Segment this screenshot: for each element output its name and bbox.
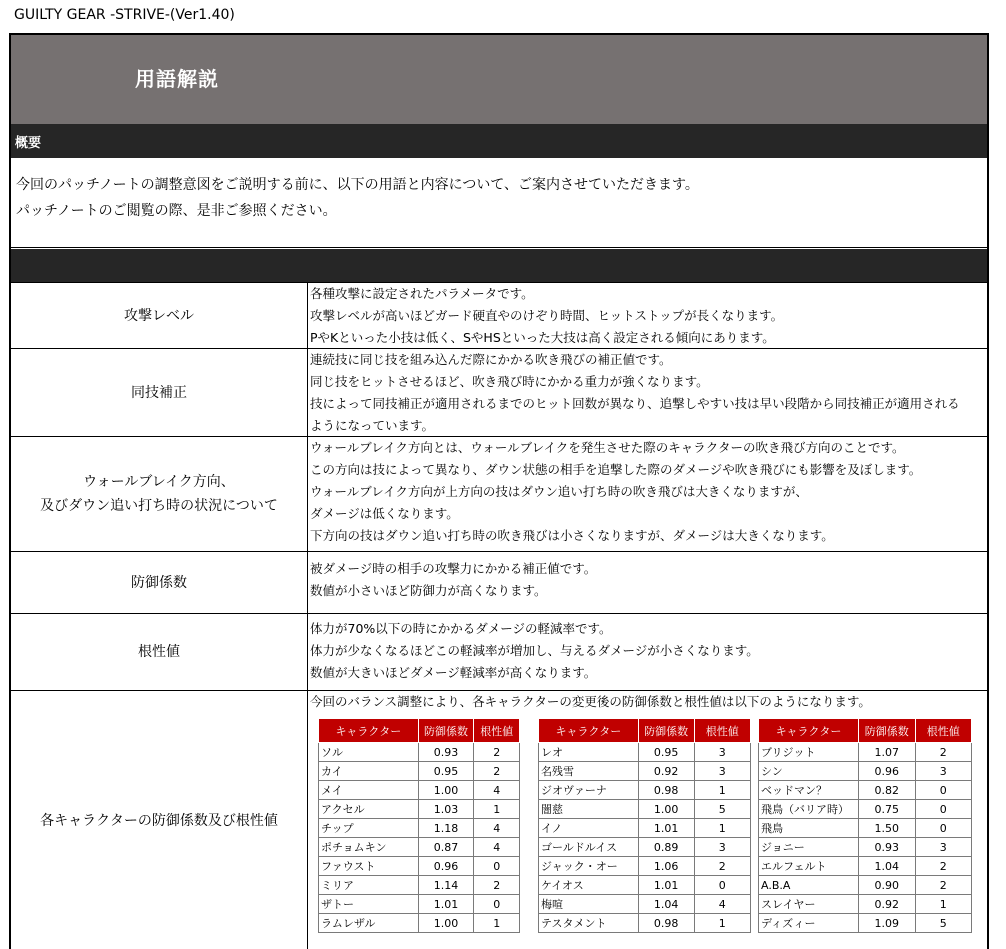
term-description: ウォールブレイク方向とは、ウォールブレイクを発生させた際のキャラクターの吹き飛び方向のことです。 この方向は技によって異なり、ダウン状態の相手を追撃した際のダメージや吹き飛びにも影響を及ぼします。 ウォールブレイク方向が上方向の技はダウン追い打ち時の吹き飛びは大きくなりますが、 ダメージは低くなります。 下方向の技はダウン追い打ち時の吹き飛びは小さくなりますが、ダメージは大きくなります。 <box>310 440 922 543</box>
character-name: シン <box>759 762 859 781</box>
table-row <box>759 838 972 857</box>
guts-value: 0 <box>474 895 520 914</box>
table-row <box>539 876 751 895</box>
table-row <box>319 914 520 933</box>
character-name: ディズィー <box>759 914 859 933</box>
column-header: 根性値 <box>694 719 751 743</box>
character-table-header <box>759 719 972 743</box>
overview-body <box>11 158 987 248</box>
banner <box>11 35 987 124</box>
term-label: 攻撃レベル <box>11 283 308 348</box>
term-label: 根性値 <box>11 614 308 690</box>
guts-value: 4 <box>474 781 520 800</box>
table-row <box>539 914 751 933</box>
defense-value: 0.92 <box>638 762 694 781</box>
table-row <box>319 743 520 762</box>
character-name: ザトー <box>319 895 419 914</box>
guts-value: 2 <box>915 743 971 762</box>
guts-value: 0 <box>694 876 751 895</box>
defense-value: 1.01 <box>638 819 694 838</box>
defense-value: 1.18 <box>418 819 474 838</box>
defense-value: 1.06 <box>638 857 694 876</box>
guts-value: 2 <box>694 857 751 876</box>
column-header: 根性値 <box>474 719 520 743</box>
character-table-2 <box>538 718 751 933</box>
guts-value: 1 <box>474 800 520 819</box>
character-name: ベッドマン？ <box>759 781 859 800</box>
defense-value: 1.09 <box>858 914 915 933</box>
column-header: 根性値 <box>915 719 971 743</box>
character-table-header <box>539 719 751 743</box>
defense-value: 1.00 <box>418 781 474 800</box>
guts-value: 1 <box>915 895 971 914</box>
table-row <box>319 800 520 819</box>
guts-value: 4 <box>474 819 520 838</box>
column-header: キャラクター <box>319 719 419 743</box>
table-row <box>319 857 520 876</box>
guts-value: 1 <box>694 781 751 800</box>
defense-value: 0.90 <box>858 876 915 895</box>
defense-value: 1.50 <box>858 819 915 838</box>
character-name: ポチョムキン <box>319 838 419 857</box>
overview-line: 今回のパッチノートの調整意図をご説明する前に、以下の用語と内容について、ご案内させていただきます。 <box>16 177 699 193</box>
defense-value: 0.95 <box>638 743 694 762</box>
character-name: カイ <box>319 762 419 781</box>
defense-value: 0.87 <box>418 838 474 857</box>
guts-value: 0 <box>915 819 971 838</box>
guts-value: 3 <box>915 762 971 781</box>
column-header: 防御係数 <box>418 719 474 743</box>
guts-value: 5 <box>694 800 751 819</box>
defense-value: 1.14 <box>418 876 474 895</box>
defense-value: 0.75 <box>858 800 915 819</box>
character-name: 飛鳥（バリア時） <box>759 800 859 819</box>
term-description: 被ダメージ時の相手の攻撃力にかかる補正値です。 数値が小さいほど防御力が高くなります。 <box>310 561 597 598</box>
defense-value: 0.93 <box>858 838 915 857</box>
character-name: ファウスト <box>319 857 419 876</box>
table-row <box>759 857 972 876</box>
column-header: キャラクター <box>759 719 859 743</box>
term-row-attack-level <box>11 282 987 348</box>
column-header: 防御係数 <box>858 719 915 743</box>
table-row <box>539 838 751 857</box>
table-row <box>759 914 972 933</box>
defense-value: 0.82 <box>858 781 915 800</box>
guts-value: 2 <box>474 876 520 895</box>
table-row <box>539 800 751 819</box>
table-row <box>759 781 972 800</box>
character-name: ジオヴァーナ <box>539 781 639 800</box>
character-name: アクセル <box>319 800 419 819</box>
character-name: 飛鳥 <box>759 819 859 838</box>
guts-value: 1 <box>474 914 520 933</box>
column-header: 防御係数 <box>638 719 694 743</box>
character-name: ブリジット <box>759 743 859 762</box>
table-row <box>759 819 972 838</box>
term-description: 各種攻撃に設定されたパラメータです。 攻撃レベルが高いほどガード硬直やのけぞり時間、ヒットストップが長くなります。 PやKといった小技は低く、SやHSといった大技は高く設定される傾向にあります。 <box>310 286 784 345</box>
character-name: ミリア <box>319 876 419 895</box>
table-row <box>759 762 972 781</box>
term-row-character-values <box>11 690 987 949</box>
character-name: ラムレザル <box>319 914 419 933</box>
character-name: エルフェルト <box>759 857 859 876</box>
defense-value: 1.04 <box>638 895 694 914</box>
defense-value: 1.07 <box>858 743 915 762</box>
term-row-defense-modifier <box>11 551 987 613</box>
guts-value: 2 <box>474 743 520 762</box>
defense-value: 1.04 <box>858 857 915 876</box>
table-row <box>539 781 751 800</box>
banner-title: 用語解説 <box>135 67 219 91</box>
defense-value: 1.01 <box>638 876 694 895</box>
defense-value: 0.96 <box>418 857 474 876</box>
term-description: 体力が70%以下の時にかかるダメージの軽減率です。 体力が少なくなるほどこの軽減率が増加し、与えるダメージが小さくなります。 数値が大きいほどダメージ軽減率が高くなります。 <box>310 621 759 680</box>
document-title: GUILTY GEAR -STRIVE-(Ver1.40) <box>14 7 235 23</box>
glossary-frame <box>9 33 989 949</box>
table-row <box>319 876 520 895</box>
term-label: 同技補正 <box>11 349 308 436</box>
term-description: 今回のバランス調整により、各キャラクターの変更後の防御係数と根性値は以下のようになります。 <box>310 694 871 709</box>
defense-value: 1.00 <box>418 914 474 933</box>
table-row <box>319 781 520 800</box>
section-divider-bar <box>11 249 987 282</box>
table-row <box>539 762 751 781</box>
term-row-same-move-proration <box>11 348 987 436</box>
term-row-guts <box>11 613 987 690</box>
defense-value: 0.98 <box>638 914 694 933</box>
defense-value: 0.95 <box>418 762 474 781</box>
defense-value: 1.03 <box>418 800 474 819</box>
table-row <box>759 800 972 819</box>
term-label: 防御係数 <box>11 552 308 613</box>
guts-value: 5 <box>915 914 971 933</box>
guts-value: 3 <box>694 838 751 857</box>
character-name: ジョニー <box>759 838 859 857</box>
overview-header: 概要 <box>11 124 987 158</box>
guts-value: 4 <box>474 838 520 857</box>
table-row <box>539 895 751 914</box>
character-name: 梅喧 <box>539 895 639 914</box>
character-name: ソル <box>319 743 419 762</box>
term-description: 連続技に同じ技を組み込んだ際にかかる吹き飛びの補正値です。 同じ技をヒットさせるほど、吹き飛び時にかかる重力が強くなります。 技によって同技補正が適用されるまでのヒット回数が異なり、追撃しやすい技は早い段階から同技補正が適用される ようになっています。 <box>310 352 960 433</box>
character-name: スレイヤー <box>759 895 859 914</box>
defense-value: 1.00 <box>638 800 694 819</box>
character-name: 闇慈 <box>539 800 639 819</box>
guts-value: 3 <box>694 743 751 762</box>
character-name: イノ <box>539 819 639 838</box>
defense-value: 0.98 <box>638 781 694 800</box>
defense-value: 0.89 <box>638 838 694 857</box>
guts-value: 3 <box>915 838 971 857</box>
guts-value: 1 <box>694 819 751 838</box>
guts-value: 2 <box>915 857 971 876</box>
table-row <box>539 857 751 876</box>
guts-value: 0 <box>474 857 520 876</box>
character-table-header <box>319 719 520 743</box>
character-table-3 <box>758 718 972 933</box>
defense-value: 0.92 <box>858 895 915 914</box>
guts-value: 2 <box>915 876 971 895</box>
character-name: ジャック・オー <box>539 857 639 876</box>
character-name: レオ <box>539 743 639 762</box>
table-row <box>759 743 972 762</box>
table-row <box>319 838 520 857</box>
defense-value: 1.01 <box>418 895 474 914</box>
character-name: ゴールドルイス <box>539 838 639 857</box>
term-row-wall-break <box>11 436 987 551</box>
guts-value: 2 <box>474 762 520 781</box>
guts-value: 0 <box>915 781 971 800</box>
character-table-1 <box>318 718 520 933</box>
character-name: テスタメント <box>539 914 639 933</box>
character-name: 名残雪 <box>539 762 639 781</box>
table-row <box>319 762 520 781</box>
term-label: ウォールブレイク方向、 及びダウン追い打ち時の状況について <box>11 437 308 551</box>
table-row <box>319 895 520 914</box>
column-header: キャラクター <box>539 719 639 743</box>
defense-value: 0.96 <box>858 762 915 781</box>
guts-value: 4 <box>694 895 751 914</box>
character-name: A.B.A <box>759 876 859 895</box>
table-row <box>539 819 751 838</box>
overview-line: パッチノートのご閲覧の際、是非ご参照ください。 <box>16 203 337 219</box>
guts-value: 1 <box>694 914 751 933</box>
guts-value: 0 <box>915 800 971 819</box>
table-row <box>759 876 972 895</box>
guts-value: 3 <box>694 762 751 781</box>
table-row <box>539 743 751 762</box>
term-label: 各キャラクターの防御係数及び根性値 <box>11 691 308 949</box>
character-name: チップ <box>319 819 419 838</box>
table-row <box>319 819 520 838</box>
character-name: ケイオス <box>539 876 639 895</box>
character-name: メイ <box>319 781 419 800</box>
table-row <box>759 895 972 914</box>
defense-value: 0.93 <box>418 743 474 762</box>
